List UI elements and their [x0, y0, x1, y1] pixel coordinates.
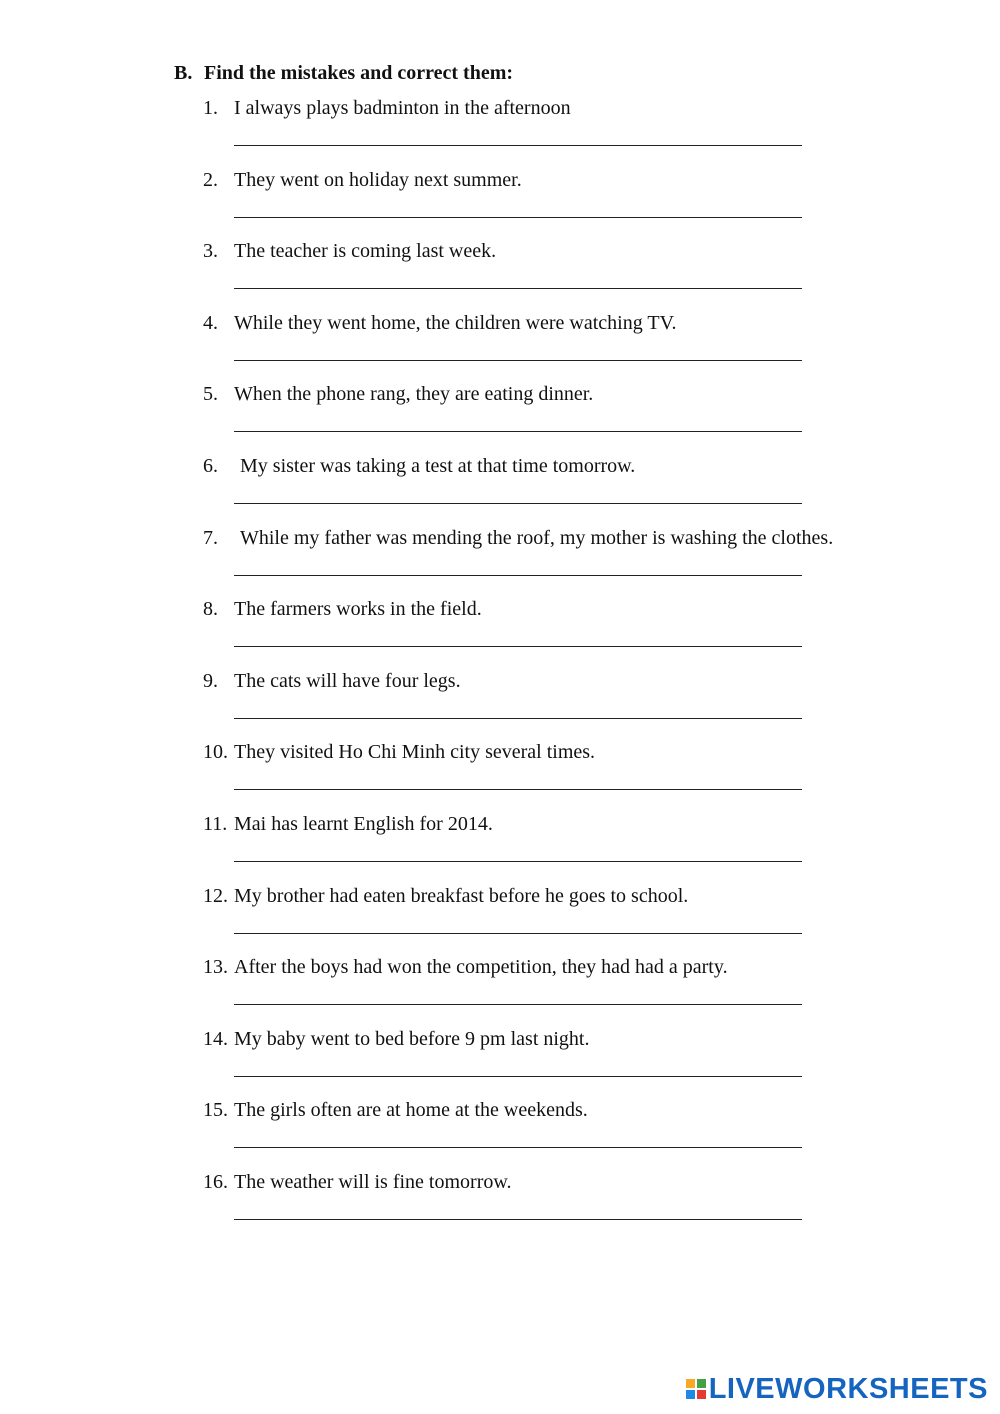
answer-line[interactable] — [234, 933, 802, 934]
answer-line[interactable] — [234, 718, 802, 719]
answer-line[interactable] — [234, 1076, 802, 1077]
exercise-item-1 — [203, 96, 963, 168]
exercise-item-8 — [203, 597, 963, 669]
answer-line[interactable] — [234, 861, 802, 862]
item-number: 1. — [203, 97, 218, 119]
answer-line[interactable] — [234, 1147, 802, 1148]
item-number: 9. — [203, 669, 218, 692]
answer-line[interactable] — [234, 288, 802, 289]
item-number: 2. — [203, 168, 218, 191]
answer-line[interactable] — [234, 145, 802, 146]
item-sentence: While my father was mending the roof, my mother is washing the clothes. — [240, 526, 834, 549]
exercise-item-11 — [203, 812, 963, 884]
item-number: 13. — [203, 956, 228, 979]
item-sentence: The teacher is coming last week. — [234, 240, 497, 263]
logo-text: LIVEWORKSHEETS — [708, 1372, 988, 1405]
item-sentence: While they went home, the children were watching TV. — [234, 311, 677, 334]
exercise-item-7 — [203, 526, 963, 598]
answer-line[interactable] — [234, 1219, 802, 1220]
item-sentence: The farmers works in the field. — [234, 598, 482, 621]
section-heading — [174, 62, 513, 85]
section-letter: B. — [174, 62, 193, 84]
exercise-item-5 — [203, 382, 963, 454]
answer-line[interactable] — [234, 1004, 802, 1005]
exercise-item-16 — [203, 1170, 963, 1242]
exercise-item-3 — [203, 239, 963, 311]
item-number: 6. — [203, 455, 218, 477]
exercise-item-13 — [203, 955, 963, 1027]
item-sentence: After the boys had won the competition, they had had a party. — [234, 956, 728, 979]
item-number: 15. — [203, 1099, 228, 1122]
exercise-item-15 — [203, 1098, 963, 1170]
item-number: 4. — [203, 311, 218, 334]
exercise-item-14 — [203, 1027, 963, 1099]
item-number: 5. — [203, 383, 218, 406]
item-sentence: They went on holiday next summer. — [234, 168, 522, 191]
item-sentence: The weather will is fine tomorrow. — [234, 1171, 512, 1193]
section-title: Find the mistakes and correct them: — [204, 62, 514, 84]
item-number: 7. — [203, 526, 218, 549]
item-sentence: They visited Ho Chi Minh city several times. — [234, 741, 596, 764]
logo-mark-square — [697, 1390, 706, 1399]
item-sentence: When the phone rang, they are eating dinner. — [234, 383, 594, 406]
item-sentence: Mai has learnt English for 2014. — [234, 813, 493, 835]
exercise-item-12 — [203, 884, 963, 956]
exercise-item-6 — [203, 454, 963, 526]
logo-mark-square — [697, 1379, 706, 1388]
item-sentence: I always plays badminton in the afternoon — [234, 97, 571, 119]
item-number: 16. — [203, 1171, 228, 1193]
exercise-item-4 — [203, 311, 963, 383]
exercise-item-9 — [203, 669, 963, 741]
answer-line[interactable] — [234, 431, 802, 432]
item-sentence: My brother had eaten breakfast before he goes to school. — [234, 884, 689, 907]
logo-mark-icon — [686, 1379, 706, 1399]
logo-mark-square — [686, 1390, 695, 1399]
answer-line[interactable] — [234, 646, 802, 647]
logo-mark-square — [686, 1379, 695, 1388]
answer-line[interactable] — [234, 789, 802, 790]
item-number: 11. — [203, 813, 228, 835]
liveworksheets-logo — [686, 1372, 988, 1406]
item-number: 12. — [203, 884, 228, 907]
answer-line[interactable] — [234, 503, 802, 504]
exercise-item-2 — [203, 168, 963, 240]
item-sentence: My sister was taking a test at that time tomorrow. — [240, 455, 636, 477]
exercise-item-10 — [203, 740, 963, 812]
item-number: 8. — [203, 598, 218, 621]
answer-line[interactable] — [234, 575, 802, 576]
item-sentence: The girls often are at home at the weekends. — [234, 1099, 588, 1122]
item-sentence: My baby went to bed before 9 pm last night. — [234, 1027, 590, 1050]
item-number: 10. — [203, 741, 228, 764]
item-number: 3. — [203, 240, 218, 263]
answer-line[interactable] — [234, 360, 802, 361]
item-number: 14. — [203, 1027, 228, 1050]
item-sentence: The cats will have four legs. — [234, 669, 461, 692]
answer-line[interactable] — [234, 217, 802, 218]
